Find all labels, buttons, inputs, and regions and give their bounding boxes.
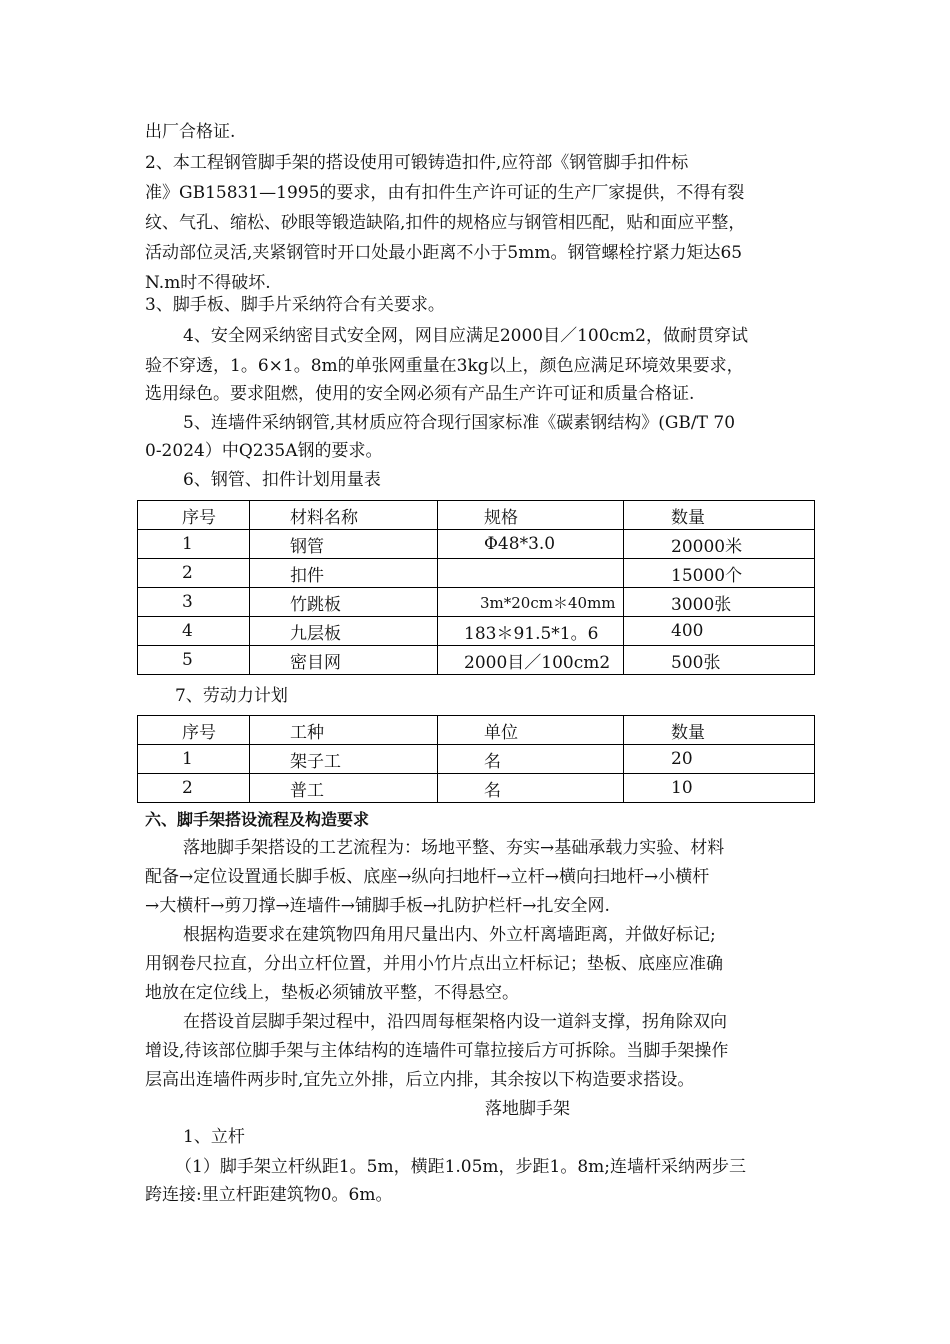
text-line: 0-2024）中Q235A钢的要求。 [145, 441, 383, 461]
table-row [138, 774, 815, 803]
table-cell: Φ48*3.0 [438, 530, 624, 559]
material-table [137, 500, 815, 675]
labor-table [137, 715, 815, 803]
table-cell: 3m*20cm＊40mm [438, 588, 624, 617]
table-cell [438, 559, 624, 588]
header-cell: 序号 [138, 501, 250, 530]
text-line: 纹、气孔、缩松、砂眼等锻造缺陷,扣件的规格应与钢管相匹配，贴和面应平整， [145, 213, 746, 233]
text-line: 选用绿色。要求阻燃，使用的安全网必须有产品生产许可证和质量合格证. [145, 384, 695, 404]
text-line: 验不穿透，1。6×1。8m的单张网重量在3kg以上，颜色应满足环境效果要求， [145, 356, 744, 376]
text-line: 准》GB15831—1995的要求，由有扣件生产许可证的生产厂家提供，不得有裂 [145, 183, 745, 203]
table-cell: 2 [138, 774, 250, 803]
table-cell: 1 [138, 530, 250, 559]
table-cell: 4 [138, 617, 250, 646]
table-cell: 500张 [624, 646, 815, 675]
text-line: N.m时不得破坏. [145, 273, 271, 293]
table-caption: 6、钢管、扣件计划用量表 [183, 470, 381, 490]
table-cell: 1 [138, 745, 250, 774]
header-cell: 数量 [624, 501, 815, 530]
table-cell: 竹跳板 [250, 588, 438, 617]
table-cell: 名 [438, 745, 624, 774]
figure-caption: 落地脚手架 [485, 1099, 570, 1119]
table-cell: 架子工 [250, 745, 438, 774]
text-line: 地放在定位线上，垫板必须铺放平整，不得悬空。 [145, 983, 519, 1003]
subheading: 1、立杆 [183, 1127, 245, 1147]
header-cell: 工种 [250, 716, 438, 745]
table-cell: 钢管 [250, 530, 438, 559]
text-line: 层高出连墙件两步时,宜先立外排，后立内排，其余按以下构造要求搭设。 [145, 1070, 695, 1090]
text-line: 出厂合格证. [145, 122, 236, 142]
text-line: 4、安全网采纳密目式安全网，网目应满足2000目／100cm2，做耐贯穿试 [183, 326, 748, 346]
table-cell: 20000米 [624, 530, 815, 559]
header-cell: 材料名称 [250, 501, 438, 530]
table-cell: 183＊91.5*1。6 [438, 617, 624, 646]
text-line: 落地脚手架搭设的工艺流程为：场地平整、夯实→基础承载力实验、材料 [183, 838, 725, 858]
table-cell: 15000个 [624, 559, 815, 588]
text-line: 根据构造要求在建筑物四角用尺量出内、外立杆离墙距离，并做好标记; [183, 925, 716, 945]
table-row [138, 530, 815, 559]
table-row [138, 745, 815, 774]
text-line: 用钢卷尺拉直，分出立杆位置，并用小竹片点出立杆标记；垫板、底座应准确 [145, 954, 723, 974]
header-cell: 序号 [138, 716, 250, 745]
table-header-row [138, 716, 815, 745]
header-cell: 数量 [624, 716, 815, 745]
text-line: （1）脚手架立杆纵距1。5m，横距1.05m，步距1。8m;连墙杆采纳两步三 [175, 1157, 747, 1177]
text-line: 增设,待该部位脚手架与主体结构的连墙件可靠拉接后方可拆除。当脚手架操作 [145, 1041, 729, 1061]
section-heading: 六、脚手架搭设流程及构造要求 [145, 810, 370, 829]
header-cell: 单位 [438, 716, 624, 745]
table-cell: 3 [138, 588, 250, 617]
text-line: 配备→定位设置通长脚手板、底座→纵向扫地杆→立杆→横向扫地杆→小横杆 [145, 867, 710, 887]
table-cell: 九层板 [250, 617, 438, 646]
header-cell: 规格 [438, 501, 624, 530]
text-line: 5、连墙件采纳钢管,其材质应符合现行国家标准《碳素钢结构》(GB/T 70 [183, 413, 736, 433]
text-line: 在搭设首层脚手架过程中，沿四周每框架格内设一道斜支撑，拐角除双向 [183, 1012, 727, 1032]
table-row [138, 646, 815, 675]
text-line: 活动部位灵活,夹紧钢管时开口处最小距离不小于5mm。钢管螺栓拧紧力矩达65 [145, 243, 743, 263]
table-cell: 2000目／100cm2 [438, 646, 624, 675]
table-cell: 10 [624, 774, 815, 803]
table-cell: 20 [624, 745, 815, 774]
text-line: →大横杆→剪刀撑→连墙件→铺脚手板→扎防护栏杆→扎安全网. [145, 896, 610, 916]
table-row [138, 617, 815, 646]
table-cell: 密目网 [250, 646, 438, 675]
table-row [138, 559, 815, 588]
table-cell: 名 [438, 774, 624, 803]
table-cell: 3000张 [624, 588, 815, 617]
text-line: 跨连接:里立杆距建筑物0。6m。 [145, 1185, 393, 1205]
table-caption: 7、劳动力计划 [175, 686, 288, 706]
table-cell: 400 [624, 617, 815, 646]
table-header-row [138, 501, 815, 530]
table-cell: 普工 [250, 774, 438, 803]
table-cell: 扣件 [250, 559, 438, 588]
table-cell: 2 [138, 559, 250, 588]
text-line: 3、脚手板、脚手片采纳符合有关要求。 [145, 295, 445, 315]
table-row [138, 588, 815, 617]
table-cell: 5 [138, 646, 250, 675]
text-line: 2、本工程钢管脚手架的搭设使用可锻铸造扣件,应符部《钢管脚手扣件标 [145, 153, 689, 173]
